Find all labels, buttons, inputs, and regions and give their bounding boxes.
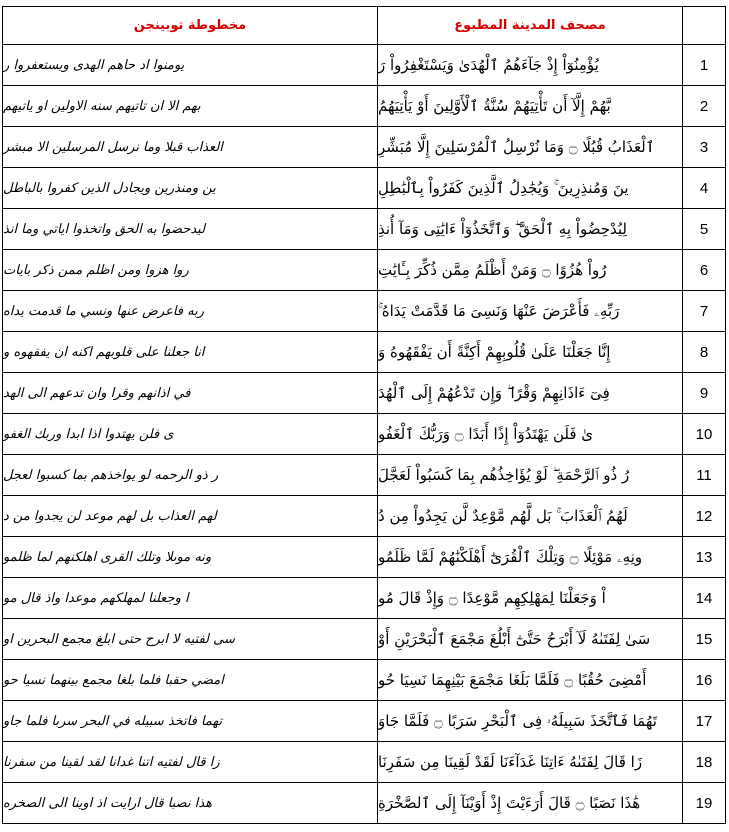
table-row [3, 660, 726, 701]
table-body [3, 45, 726, 824]
table-row [3, 127, 726, 168]
header-manuscript: مخطوطة توبينجن [3, 7, 378, 45]
printed-text-cell: رُواْ هُزُوًا ۝ وَمَنْ أَظْلَمُ مِمَّن ذُكِّرَ بِـَٔايَٰتِ [378, 250, 683, 291]
table-row [3, 332, 726, 373]
table-header-row [3, 7, 726, 45]
header-number [683, 7, 726, 45]
printed-text-cell: اْ وَجَعَلْنَا لِمَهْلِكِهِم مَّوْعِدًا ۝ وَإِذْ قَالَ مُو [378, 578, 683, 619]
line-number-cell: 12 [683, 496, 726, 537]
manuscript-cell: ليدحضوا به الحق واتخذوا اياتي وما انذ [3, 209, 378, 250]
table-row [3, 701, 726, 742]
line-number-cell: 1 [683, 45, 726, 86]
table-row [3, 373, 726, 414]
line-number-cell: 18 [683, 742, 726, 783]
printed-text-cell: يُؤْمِنُوٓاْ إِذْ جَآءَهُمُ ٱلْهُدَىٰ وَيَسْتَغْفِرُواْ رَ [378, 45, 683, 86]
table-row [3, 414, 726, 455]
manuscript-cell: ا وجعلنا لمهلكهم موعدا واذ قال مو [3, 578, 378, 619]
table-row [3, 86, 726, 127]
line-number-cell: 6 [683, 250, 726, 291]
printed-text-cell: أَمْضِىَ حُقُبًا ۝ فَلَمَّا بَلَغَا مَجْمَعَ بَيْنِهِمَا نَسِيَا حُو [378, 660, 683, 701]
line-number-cell: 11 [683, 455, 726, 496]
printed-text-cell: لِيُدْحِضُواْ بِهِ ٱلْحَقَّ ۖ وَٱتَّخَذُوٓاْ ءَايَٰتِى وَمَآ أُنذِ [378, 209, 683, 250]
line-number-cell: 14 [683, 578, 726, 619]
printed-text-cell: ٱلْعَذَابُ قُبُلًا ۝ وَمَا نُرْسِلُ ٱلْمُرْسَلِينَ إِلَّا مُبَشِّرِ [378, 127, 683, 168]
manuscript-cell: زا قال لفتيه اتنا غدانا لقد لقينا من سفرنا [3, 742, 378, 783]
table-row [3, 291, 726, 332]
table-row [3, 619, 726, 660]
manuscript-cell: ربه فاعرض عنها ونسي ما قدمت يداه [3, 291, 378, 332]
manuscript-cell: روا هزوا ومن اظلم ممن ذكر بايات [3, 250, 378, 291]
manuscript-cell: العذاب قبلا وما نرسل المرسلين الا مبشر [3, 127, 378, 168]
printed-text-cell: رَبِّهِۦ فَأَعْرَضَ عَنْهَا وَنَسِىَ مَا قَدَّمَتْ يَدَاهُ ۚ [378, 291, 683, 332]
manuscript-cell: في اذانهم وقرا وان تدعهم الى الهد [3, 373, 378, 414]
table-row [3, 209, 726, 250]
printed-text-cell: لَهُمُ ٱلْعَذَابَ ۚ بَل لَّهُم مَّوْعِدٌ لَّن يَجِدُواْ مِن دُ [378, 496, 683, 537]
manuscript-cell: لهم العذاب بل لهم موعد لن يجدوا من د [3, 496, 378, 537]
manuscript-cell: سى لفتيه لا ابرح حتى ابلغ مجمع البحرين او [3, 619, 378, 660]
printed-text-cell: بَّهُمْ إِلَّآ أَن تَأْتِيَهُمْ سُنَّةُ ٱلْأَوَّلِينَ أَوْ يَأْتِيَهُمُ [378, 86, 683, 127]
line-number-cell: 9 [683, 373, 726, 414]
table-row [3, 45, 726, 86]
line-number-cell: 17 [683, 701, 726, 742]
line-number-cell: 4 [683, 168, 726, 209]
manuscript-cell: تهما فاتخذ سبيله في البحر سربا فلما جاو [3, 701, 378, 742]
line-number-cell: 10 [683, 414, 726, 455]
table-row [3, 250, 726, 291]
printed-text-cell: زَا قَالَ لِفَتَىٰهُ ءَاتِنَا غَدَآءَنَا لَقَدْ لَقِينَا مِن سَفَرِنَا [378, 742, 683, 783]
table-row [3, 578, 726, 619]
printed-text-cell: رُ ذُو ٱلرَّحْمَةِ ۖ لَوْ يُؤَاخِذُهُم بِمَا كَسَبُواْ لَعَجَّلَ [378, 455, 683, 496]
line-number-cell: 2 [683, 86, 726, 127]
line-number-cell: 3 [683, 127, 726, 168]
manuscript-cell: هذا نصبا قال ارايت اذ اوينا الى الصخره [3, 783, 378, 824]
manuscript-cell: بهم الا ان تاتيهم سنه الاولين او ياتيهم [3, 86, 378, 127]
header-printed: مصحف المدينة المطبوع [378, 7, 683, 45]
manuscript-cell: ين ومنذرين ويجادل الذين كفروا بالباطل [3, 168, 378, 209]
table-row [3, 168, 726, 209]
manuscript-cell: ونه موىلا وتلك القرى اهلكنهم لما ظلمو [3, 537, 378, 578]
line-number-cell: 7 [683, 291, 726, 332]
printed-text-cell: سَىٰ لِفَتَىٰهُ لَآ أَبْرَحُ حَتَّىٰٓ أَبْلُغَ مَجْمَعَ ٱلْبَحْرَيْنِ أَوْ [378, 619, 683, 660]
line-number-cell: 8 [683, 332, 726, 373]
table-row [3, 537, 726, 578]
manuscript-cell: ى فلن يهتدوا اذا ابدا وربك الغفو [3, 414, 378, 455]
line-number-cell: 5 [683, 209, 726, 250]
table-row [3, 455, 726, 496]
manuscript-cell: انا جعلنا على قلوبهم اكنه ان يفقهوه و [3, 332, 378, 373]
printed-text-cell: فِىٓ ءَاذَانِهِمْ وَقْرًا ۖ وَإِن تَدْعُهُمْ إِلَى ٱلْهُدَ [378, 373, 683, 414]
manuscript-cell: يومنوا اد حاهم الهدى ويستعفروا ر [3, 45, 378, 86]
manuscript-cell: ر ذو الرحمه لو يواخذهم بما كسبوا لعجل [3, 455, 378, 496]
printed-text-cell: تَهُمَا فَٱتَّخَذَ سَبِيلَهُۥ فِى ٱلْبَحْرِ سَرَبًا ۝ فَلَمَّا جَاوَ [378, 701, 683, 742]
table-row [3, 783, 726, 824]
printed-text-cell: هَٰذَا نَصَبًا ۝ قَالَ أَرَءَيْتَ إِذْ أَوَيْنَآ إِلَى ٱلصَّخْرَةِ [378, 783, 683, 824]
printed-text-cell: إِنَّا جَعَلْنَا عَلَىٰ قُلُوبِهِمْ أَكِنَّةً أَن يَفْقَهُوهُ وَ [378, 332, 683, 373]
printed-text-cell: ىٰ فَلَن يَهْتَدُوٓاْ إِذًا أَبَدًا ۝ وَرَبُّكَ ٱلْغَفُو [378, 414, 683, 455]
line-number-cell: 13 [683, 537, 726, 578]
table-row [3, 496, 726, 537]
table-row [3, 742, 726, 783]
comparison-table [2, 6, 726, 824]
manuscript-cell: امضي حقبا فلما بلغا مجمع بينهما نسيا حو [3, 660, 378, 701]
line-number-cell: 19 [683, 783, 726, 824]
printed-text-cell: ينَ وَمُنذِرِينَ ۚ وَيُجَٰدِلُ ٱلَّذِينَ كَفَرُواْ بِٱلْبَٰطِلِ [378, 168, 683, 209]
line-number-cell: 15 [683, 619, 726, 660]
printed-text-cell: ونِهِۦ مَوْئِلًا ۝ وَتِلْكَ ٱلْقُرَىٰٓ أَهْلَكْنَٰهُمْ لَمَّا ظَلَمُو [378, 537, 683, 578]
line-number-cell: 16 [683, 660, 726, 701]
